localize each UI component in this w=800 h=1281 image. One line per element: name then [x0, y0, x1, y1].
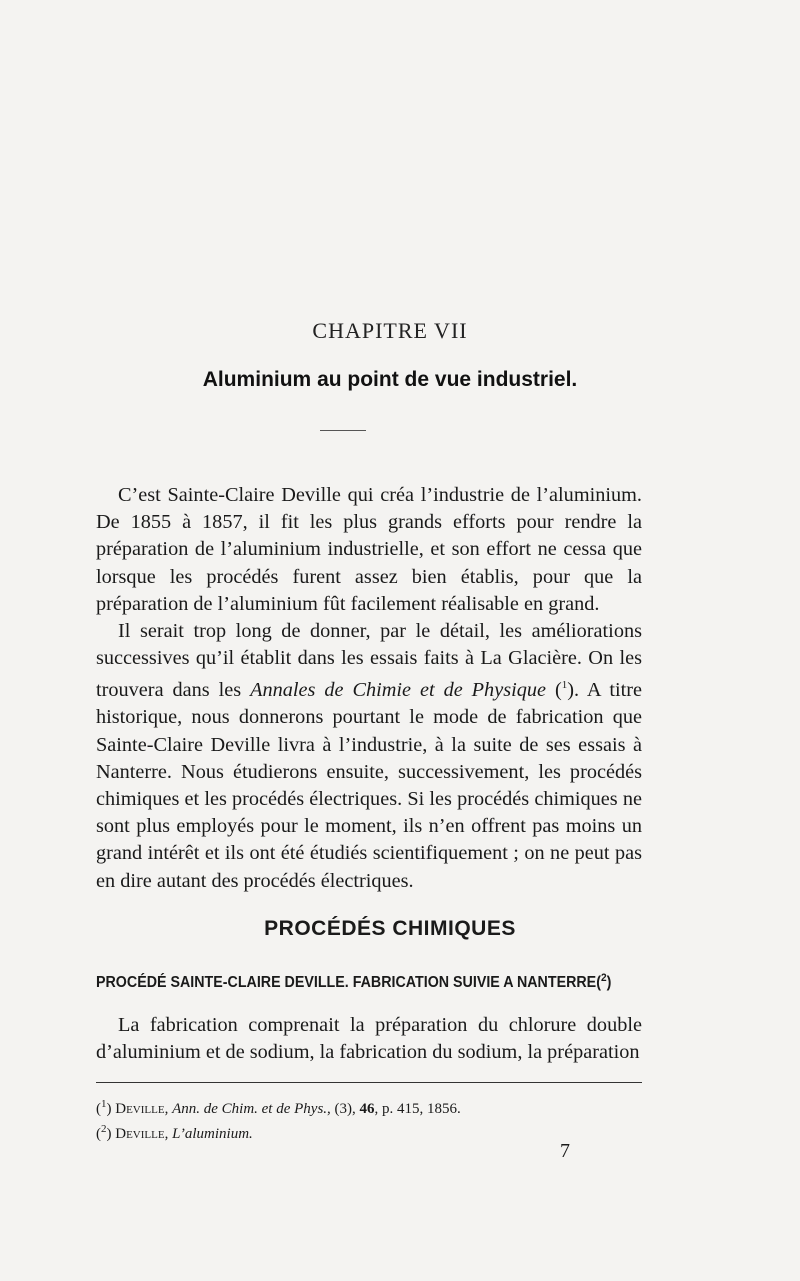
- footnote-1-source: Ann. de Chim. et de Phys.: [172, 1101, 328, 1117]
- intro-text: [96, 482, 642, 895]
- footnote-2: ($^2$) Deville, L’aluminium.: [96, 1123, 253, 1142]
- paragraph-2: Il serait trop long de donner, par le détail, les améliorations successives qu’il établit dans les essais faits à La Glacière. On les trouvera dans les Annales de Chimie et de Physique ($^1$). A titre historique, nous donnerons pourtant le mode de fabrication que Sainte-Claire Deville livra à l’industrie, à la suite de ses essais à Nanterre. Nous étudierons ensuite, successivement, les procédés chimiques et les procédés électriques. Si les procédés chimiques ne sont plus employés pour le moment, ils n’en offrent pas moins un grand intérêt et ils ont été étudiés scientifiquement ; on ne peut pas en dire autant des procédés électriques.: [96, 620, 643, 892]
- footnote-2-author: Deville: [115, 1126, 165, 1142]
- paragraph-1: C’est Sainte-Claire Deville qui créa l’industrie de l’aluminium. De 1855 à 1857, il fit les plus grands efforts pour rendre la préparation de l’aluminium industrielle, et son effort ne cessa que lorsque les procédés furent assez bien établis, pour que la préparation de l’aluminium fût facilement réalisable en grand.: [96, 484, 642, 615]
- footnote-divider: [96, 1082, 642, 1083]
- chapter-heading: CHAPITRE VII: [312, 318, 468, 343]
- footnote-1-volume: 46: [359, 1101, 375, 1117]
- footnote-ref-2: 2: [600, 972, 607, 984]
- footnote-2-mark: 2: [101, 1123, 107, 1135]
- footnote-1-mark: 1: [101, 1098, 107, 1110]
- footnote-1-series: , (3),: [327, 1101, 360, 1117]
- footnote-1-author: Deville: [115, 1101, 165, 1117]
- paragraph-2-part-b: . A titre historique, nous donnerons pourtant le mode de fabrication que Sainte-Claire Deville livra à l’industrie, à la suite de ses essais à Nanterre. Nous étudierons ensuite, successivement, les procédés chimiques et les procédés électriques. Si les procédés chimiques ne sont plus employés pour le moment, ils n’en offrent pas moins un grand intérêt et ils ont été étudiés scientifiquement ; on ne peut pas en dire autant des procédés électriques.: [96, 679, 643, 892]
- footnote-ref-1: 1: [561, 679, 568, 692]
- footnote-1-pages: , p. 415, 1856.: [374, 1101, 461, 1117]
- footnotes: [96, 1094, 642, 1144]
- procede-text: [96, 1012, 642, 1066]
- subsection-title: PROCÉDÉ SAINTE-CLAIRE DEVILLE. FABRICATION SUIVIE A NANTERRE($^2$): [96, 972, 612, 992]
- title-divider: [320, 430, 366, 431]
- section-title: PROCÉDÉS CHIMIQUES: [264, 917, 516, 940]
- footnote-2-source: L’aluminium.: [172, 1126, 253, 1142]
- footnote-1: ($^1$) Deville, Ann. de Chim. et de Phys., (3), 46, p. 415, 1856.: [96, 1098, 461, 1117]
- procede-paragraph: La fabrication comprenait la préparation du chlorure double d’aluminium et de sodium, la fabrication du sodium, la préparation: [96, 1014, 642, 1064]
- subsection-text: PROCÉDÉ SAINTE-CLAIRE DEVILLE. FABRICATION SUIVIE A NANTERRE: [96, 974, 597, 992]
- paragraph-2-part-a: Il serait trop long de donner, par le détail, les améliorations successives qu’il établit dans les essais faits à La Glacière. On les trouvera dans les: [96, 620, 642, 702]
- chapter-title: Aluminium au point de vue industriel.: [202, 368, 578, 391]
- page-number: 7: [560, 1140, 570, 1162]
- journal-reference: Annales de Chimie et de Physique: [250, 679, 547, 702]
